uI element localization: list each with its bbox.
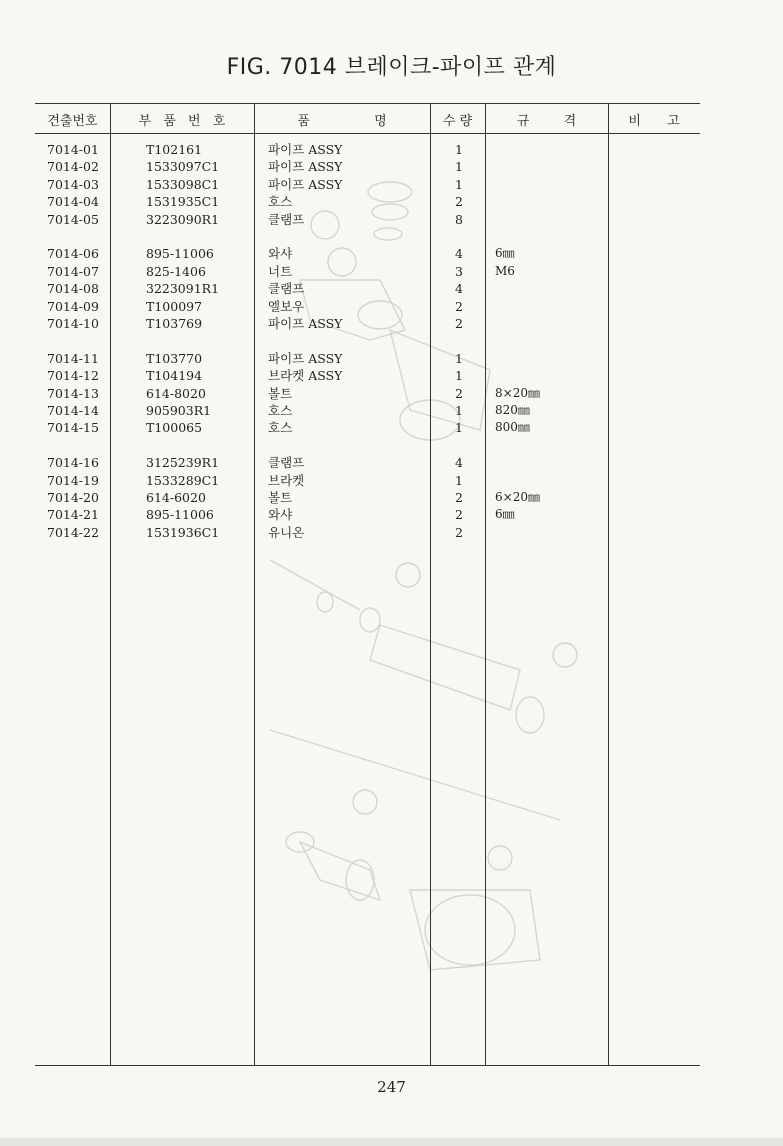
part-name: 와샤: [268, 246, 293, 262]
item-number: 7014-14: [47, 403, 99, 418]
quantity: 4: [455, 246, 463, 262]
part-name: 파이프 ASSY: [268, 316, 343, 331]
item-number: 7014-03: [47, 176, 99, 192]
part-number: 614-8020: [146, 385, 206, 401]
item-number: 7014-05: [47, 211, 99, 227]
quantity: 1: [455, 350, 463, 366]
part-name: 클램프: [268, 281, 305, 297]
spec: 6㎜: [495, 507, 515, 522]
part-number: 895-11006: [146, 246, 214, 262]
part-name: 클램프: [268, 211, 305, 227]
part-name: 파이프 ASSY: [268, 350, 343, 366]
part-number: T100065: [146, 420, 203, 436]
spec: M6: [495, 263, 515, 278]
col-divider-1: [110, 103, 111, 1065]
table-top-rule: [35, 103, 700, 104]
item-number: 7014-04: [47, 194, 99, 210]
quantity: 2: [455, 507, 463, 523]
part-name: 브라켓 ASSY: [268, 368, 343, 384]
quantity: 1: [455, 176, 463, 192]
part-name: 볼트: [268, 385, 293, 401]
part-number: 895-11006: [146, 507, 214, 523]
part-number: 1533097C1: [146, 159, 220, 175]
part-name: 너트: [268, 263, 293, 279]
part-name: 브라켓: [268, 472, 305, 488]
part-number: 1533289C1: [146, 472, 220, 488]
quantity: 2: [455, 316, 463, 331]
part-name: 호스: [268, 420, 293, 436]
part-name: 호스: [268, 194, 293, 210]
part-name: 파이프 ASSY: [268, 142, 343, 157]
quantity: 4: [455, 281, 463, 297]
part-number: 1531935C1: [146, 194, 220, 210]
item-number: 7014-06: [47, 246, 99, 262]
part-name: 유니온: [268, 524, 305, 540]
part-name: 파이프 ASSY: [268, 159, 343, 175]
quantity: 2: [455, 385, 463, 401]
part-number: 614-6020: [146, 490, 206, 505]
part-number: 1533098C1: [146, 176, 220, 192]
part-number: T104194: [146, 368, 203, 384]
item-number: 7014-13: [47, 385, 99, 401]
col-divider-4: [485, 103, 486, 1065]
part-number: 825-1406: [146, 263, 206, 279]
item-number: 7014-01: [47, 142, 99, 157]
part-number: 3125239R1: [146, 455, 220, 471]
part-number: T100097: [146, 298, 203, 314]
col-divider-3: [430, 103, 431, 1065]
quantity: 2: [455, 194, 463, 210]
spec: 6×20㎜: [495, 490, 540, 504]
item-number: 7014-10: [47, 316, 99, 331]
item-number: 7014-19: [47, 472, 99, 488]
spec: 8×20㎜: [495, 385, 540, 400]
item-number: 7014-09: [47, 298, 99, 314]
quantity: 1: [455, 142, 463, 157]
part-number: T103769: [146, 316, 203, 331]
col-divider-2: [254, 103, 255, 1065]
page-number: 247: [377, 1078, 406, 1096]
header-bottom-rule: [35, 133, 700, 134]
header-remarks: 비 고: [628, 114, 680, 129]
quantity: 3: [455, 263, 463, 279]
part-name: 엘보우: [268, 298, 305, 314]
part-name: 호스: [268, 403, 293, 418]
part-number: 3223090R1: [146, 211, 220, 227]
quantity: 2: [455, 298, 463, 314]
quantity: 1: [455, 403, 463, 418]
item-number: 7014-07: [47, 263, 99, 279]
table-bottom-rule: [35, 1065, 700, 1066]
header-quantity: 수 량: [442, 114, 473, 129]
quantity: 1: [455, 159, 463, 175]
part-number: 3223091R1: [146, 281, 220, 297]
item-number: 7014-02: [47, 159, 99, 175]
item-number: 7014-22: [47, 524, 99, 540]
item-number: 7014-16: [47, 455, 99, 471]
spec: 6㎜: [495, 246, 515, 261]
item-number: 7014-12: [47, 368, 99, 384]
header-no: 견출번호: [47, 114, 98, 129]
col-divider-5: [608, 103, 609, 1065]
part-name: 파이프 ASSY: [268, 176, 343, 192]
quantity: 1: [455, 368, 463, 384]
item-number: 7014-08: [47, 281, 99, 297]
scan-edge-band: [0, 1138, 783, 1146]
spec: 800㎜: [495, 420, 530, 435]
part-name: 클램프: [268, 455, 305, 471]
part-number: T103770: [146, 350, 203, 366]
part-number: 905903R1: [146, 403, 212, 418]
item-number: 7014-11: [47, 350, 99, 366]
part-number: T102161: [146, 142, 203, 157]
quantity: 4: [455, 455, 463, 471]
part-name: 와샤: [268, 507, 293, 523]
quantity: 2: [455, 490, 463, 505]
item-number: 7014-15: [47, 420, 99, 436]
header-part-number: 부 품 번 호: [138, 114, 226, 129]
figure-title: FIG. 7014 브레이크-파이프 관계: [226, 55, 557, 80]
header-spec: 규 격: [516, 114, 577, 129]
item-number: 7014-20: [47, 490, 99, 505]
quantity: 1: [455, 420, 463, 436]
quantity: 1: [455, 472, 463, 488]
quantity: 8: [455, 211, 463, 227]
item-number: 7014-21: [47, 507, 99, 523]
quantity: 2: [455, 524, 463, 540]
part-number: 1531936C1: [146, 524, 220, 540]
part-name: 볼트: [268, 490, 293, 505]
header-part-name: 품 명: [297, 114, 387, 129]
spec: 820㎜: [495, 403, 530, 417]
